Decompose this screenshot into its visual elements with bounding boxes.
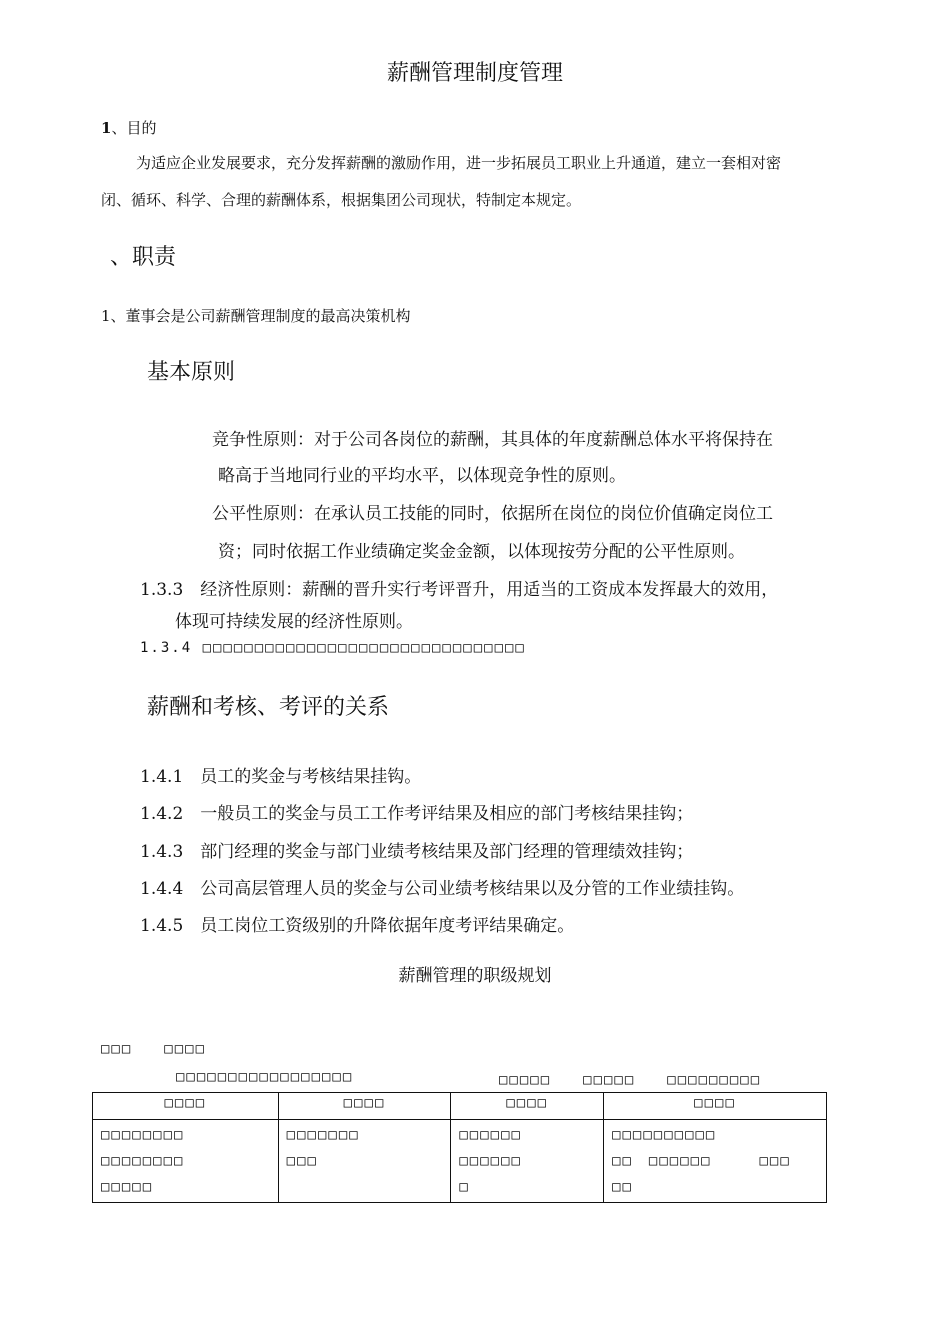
table-header-cell: □□□□ <box>93 1093 279 1120</box>
table-header-row <box>93 1093 827 1120</box>
table-header-cell: □□□□ <box>604 1093 827 1120</box>
relation-item-5: 1.4.5 员工岗位工资级别的升降依据年度考评结果确定。 <box>140 916 575 936</box>
cell-line: □□□□□□ <box>459 1127 522 1143</box>
cell-line: □□ <box>612 1179 633 1195</box>
purpose-paragraph-line-2: 闭、循环、科学、合理的薪酬体系，根据集团公司现状，特制定本规定。 <box>101 191 582 209</box>
principle-fairness-line-1: 公平性原则：在承认员工技能的同时，依据所在岗位的岗位价值确定岗位工 <box>212 504 773 524</box>
table-cell <box>93 1120 279 1203</box>
cell-line: □□□□□ <box>101 1179 154 1195</box>
relation-item-1: 1.4.1 员工的奖金与考核结果挂钩。 <box>140 767 422 787</box>
section-1-heading <box>101 117 156 138</box>
relation-item-3: 1.4.3 部门经理的奖金与部门业绩考核结果及部门经理的管理绩效挂钩； <box>140 842 694 862</box>
table-header-cell: □□□□ <box>451 1093 604 1120</box>
principle-economy-line-1: 1.3.3 经济性原则：薪酬的晋升实行考评晋升，用适当的工资成本发挥最大的效用， <box>140 580 779 600</box>
cell-line: □□□ <box>286 1153 318 1169</box>
principles-heading: 基本原则 <box>147 360 236 385</box>
section-1-label: 、目的 <box>111 119 157 137</box>
principle-1-3-4-line: 1.3.4 □□□□□□□□□□□□□□□□□□□□□□□□□□□□□□□ <box>140 640 526 656</box>
ranks-heading: 薪酬管理的职级规划 <box>398 966 552 986</box>
table-header-cell: □□□□ <box>278 1093 451 1120</box>
section-2-heading: 、职责 <box>110 245 177 270</box>
cell-line: □□□□□□□ <box>286 1127 360 1143</box>
principle-economy-line-2: 体现可持续发展的经济性原则。 <box>175 612 413 632</box>
principle-fairness-line-2: 资；同时依据工作业绩确定奖金金额，以体现按劳分配的公平性原则。 <box>218 542 745 562</box>
ranks-garbled-line-2-right: □□□□□ □□□□□ □□□□□□□□□ <box>499 1072 762 1088</box>
relation-item-4: 1.4.4 公司高层管理人员的奖金与公司业绩考核结果以及分管的工作业绩挂钩。 <box>140 879 745 899</box>
cell-line: □ <box>459 1179 470 1195</box>
responsibility-item-1: 1、董事会是公司薪酬管理制度的最高决策机构 <box>101 307 411 325</box>
cell-line: □□□□□□□□ <box>101 1153 185 1169</box>
rank-table <box>92 1092 827 1203</box>
cell-line: □□ □□□□□□ □□□ <box>612 1153 791 1169</box>
purpose-paragraph-line-1: 为适应企业发展要求，充分发挥薪酬的激励作用，进一步拓展员工职业上升通道，建立一套相对密 <box>136 154 782 172</box>
table-cell <box>604 1120 827 1203</box>
table-row <box>93 1120 827 1203</box>
relation-item-2: 1.4.2 一般员工的奖金与员工工作考评结果及相应的部门考核结果挂钩； <box>140 804 694 824</box>
cell-line: □□□□□□□□□□ <box>612 1127 717 1143</box>
ranks-garbled-line-1: □□□ □□□□ <box>101 1041 207 1057</box>
principle-competitive-line-1: 竞争性原则：对于公司各岗位的薪酬，其具体的年度薪酬总体水平将保持在 <box>212 430 773 450</box>
relation-heading: 薪酬和考核、考评的关系 <box>147 695 390 720</box>
section-1-number: 1 <box>101 119 112 137</box>
cell-line: □□□□□□ <box>459 1153 522 1169</box>
principle-competitive-line-2: 略高于当地同行业的平均水平，以体现竞争性的原则。 <box>218 466 626 486</box>
cell-line: □□□□□□□□ <box>101 1127 185 1143</box>
table-cell <box>278 1120 451 1203</box>
table-cell <box>451 1120 604 1203</box>
page-title: 薪酬管理制度管理 <box>386 61 563 86</box>
ranks-garbled-line-2-left: □□□□□□□□□□□□□□□□□ <box>176 1069 354 1085</box>
